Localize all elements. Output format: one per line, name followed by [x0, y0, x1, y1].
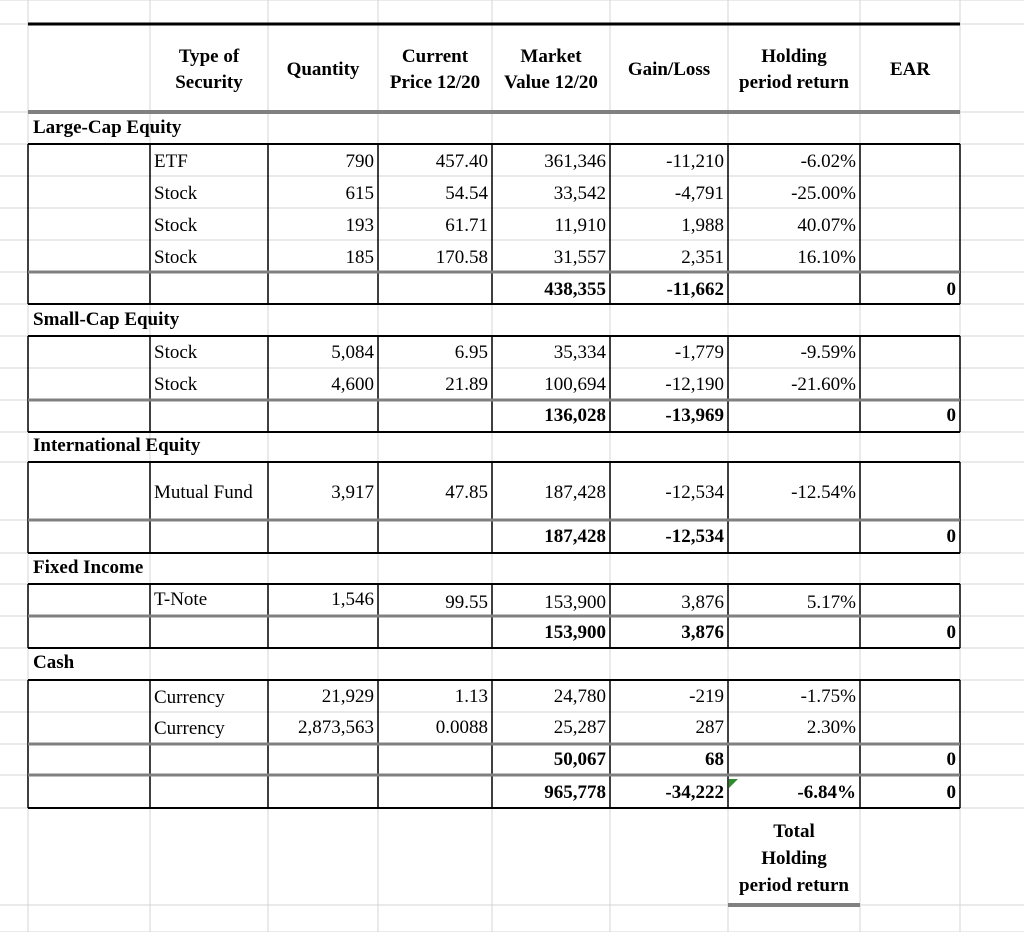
cell-type[interactable]: Stock [154, 247, 198, 268]
cell-gain-loss[interactable]: -4,791 [674, 183, 724, 204]
cell-quantity[interactable]: 3,917 [331, 482, 374, 503]
header-hpr-line1: Holding [761, 46, 827, 67]
cell-market-value[interactable]: 24,780 [553, 686, 606, 707]
cell-market-value[interactable]: 11,910 [554, 215, 606, 236]
subtotal-ear[interactable]: 0 [946, 749, 956, 770]
subtotal-ear[interactable]: 0 [946, 405, 956, 426]
cell-hpr[interactable]: -6.02% [800, 151, 856, 172]
total-label-line1: Total [773, 821, 815, 842]
cell-gain-loss[interactable]: -11,210 [666, 151, 724, 172]
cell-market-value[interactable]: 100,694 [544, 374, 606, 395]
cell-quantity[interactable]: 790 [345, 151, 374, 172]
cell-gain-loss[interactable]: 2,351 [681, 247, 724, 268]
subtotal-gain-loss[interactable]: 68 [705, 749, 724, 770]
cell-market-value[interactable]: 35,334 [553, 342, 606, 363]
cell-market-value[interactable]: 31,557 [553, 247, 606, 268]
cell-price[interactable]: 99.55 [445, 592, 488, 613]
cell-quantity[interactable]: 21,929 [321, 686, 374, 707]
header-gain-loss[interactable]: Gain/Loss [627, 59, 711, 80]
subtotal-gain-loss[interactable]: -11,662 [666, 279, 724, 300]
header-market-line1: Market [520, 46, 582, 67]
section-label-small-cap[interactable]: Small-Cap Equity [33, 309, 180, 330]
cell-hpr[interactable]: 16.10% [797, 247, 856, 268]
section-label-international[interactable]: International Equity [33, 435, 201, 456]
section-label-fixed-income[interactable]: Fixed Income [33, 557, 144, 578]
cell-market-value[interactable]: 187,428 [544, 482, 606, 503]
cell-gain-loss[interactable]: -1,779 [674, 342, 724, 363]
cell-price[interactable]: 0.0088 [435, 717, 488, 738]
subtotal-ear[interactable]: 0 [946, 279, 956, 300]
total-label-line2: Holding [761, 848, 827, 869]
header-current-price[interactable] [378, 44, 492, 96]
subtotal-gain-loss[interactable]: -12,534 [665, 526, 724, 547]
subtotal-gain-loss[interactable]: -13,969 [665, 405, 724, 426]
cell-type[interactable]: Stock [154, 215, 198, 236]
cell-gain-loss[interactable]: -12,534 [665, 482, 724, 503]
cell-market-value[interactable]: 33,542 [553, 183, 606, 204]
cell-market-value[interactable]: 153,900 [544, 592, 606, 613]
grand-total-market-value[interactable]: 965,778 [544, 782, 606, 803]
cell-price[interactable]: 170.58 [435, 247, 488, 268]
cell-quantity[interactable]: 5,084 [331, 342, 374, 363]
header-holding-period-return[interactable] [728, 44, 860, 96]
cell-gain-loss[interactable]: 3,876 [681, 592, 724, 613]
header-type-line2: Security [175, 72, 243, 93]
cell-price[interactable]: 457.40 [435, 151, 488, 172]
cell-price[interactable]: 61.71 [445, 215, 488, 236]
subtotal-market-value[interactable]: 187,428 [544, 526, 606, 547]
cell-market-value[interactable]: 361,346 [544, 151, 606, 172]
cell-market-value[interactable]: 25,287 [553, 717, 606, 738]
header-price-line2: Price 12/20 [389, 72, 481, 93]
cell-quantity[interactable]: 1,546 [331, 589, 374, 610]
section-label-cash[interactable]: Cash [33, 652, 75, 673]
total-label-line3: period return [739, 875, 849, 896]
grand-total-ear[interactable]: 0 [946, 782, 956, 803]
cell-hpr[interactable]: -12.54% [791, 482, 856, 503]
header-quantity[interactable]: Quantity [286, 59, 360, 80]
subtotal-ear[interactable]: 0 [946, 526, 956, 547]
cell-hpr[interactable]: -1.75% [800, 686, 856, 707]
cell-type[interactable]: Currency [154, 718, 225, 739]
cell-price[interactable]: 6.95 [454, 342, 488, 363]
subtotal-market-value[interactable]: 50,067 [553, 749, 606, 770]
cell-quantity[interactable]: 185 [345, 247, 374, 268]
cell-type[interactable]: Currency [154, 687, 225, 708]
subtotal-market-value[interactable]: 438,355 [544, 279, 606, 300]
header-type-line1: Type of [178, 46, 240, 67]
cell-gain-loss[interactable]: -219 [689, 686, 724, 707]
cell-price[interactable]: 21.89 [445, 374, 488, 395]
header-type-of-security[interactable] [150, 44, 268, 96]
subtotal-market-value[interactable]: 136,028 [544, 405, 606, 426]
cell-hpr[interactable]: 5.17% [806, 592, 856, 613]
cell-quantity[interactable]: 193 [345, 215, 374, 236]
cell-hpr[interactable]: 2.30% [806, 717, 856, 738]
cell-gain-loss[interactable]: 287 [695, 717, 724, 738]
total-hpr-label[interactable] [728, 818, 860, 899]
subtotal-market-value[interactable]: 153,900 [544, 622, 606, 643]
cell-type[interactable]: Stock [154, 374, 198, 395]
cell-type[interactable]: T-Note [154, 589, 208, 610]
header-price-line1: Current [401, 46, 469, 67]
cell-hpr[interactable]: 40.07% [797, 215, 856, 236]
grand-total-hpr[interactable]: -6.84% [797, 782, 856, 803]
cell-quantity[interactable]: 2,873,563 [298, 717, 374, 738]
cell-gain-loss[interactable]: -12,190 [665, 374, 724, 395]
subtotal-ear[interactable]: 0 [946, 622, 956, 643]
header-market-line2: Value 12/20 [504, 72, 598, 93]
cell-type[interactable]: Stock [154, 342, 198, 363]
cell-price[interactable]: 1.13 [454, 686, 488, 707]
cell-gain-loss[interactable]: 1,988 [681, 215, 724, 236]
cell-type[interactable]: ETF [154, 151, 188, 172]
cell-quantity[interactable]: 4,600 [331, 374, 374, 395]
cell-hpr[interactable]: -21.60% [791, 374, 856, 395]
cell-price[interactable]: 47.85 [445, 482, 488, 503]
cell-type[interactable]: Mutual Fund [154, 482, 253, 503]
header-hpr-line2: period return [739, 72, 849, 93]
cell-hpr[interactable]: -25.00% [791, 183, 856, 204]
cell-type[interactable]: Stock [154, 183, 198, 204]
header-market-value[interactable] [492, 44, 610, 96]
header-ear[interactable]: EAR [889, 59, 931, 80]
grand-total-gain-loss[interactable]: -34,222 [665, 782, 724, 803]
cell-hpr[interactable]: -9.59% [800, 342, 856, 363]
cell-quantity[interactable]: 615 [345, 183, 374, 204]
subtotal-gain-loss[interactable]: 3,876 [681, 622, 724, 643]
cell-price[interactable]: 54.54 [445, 183, 488, 204]
section-label-large-cap[interactable]: Large-Cap Equity [33, 117, 182, 138]
